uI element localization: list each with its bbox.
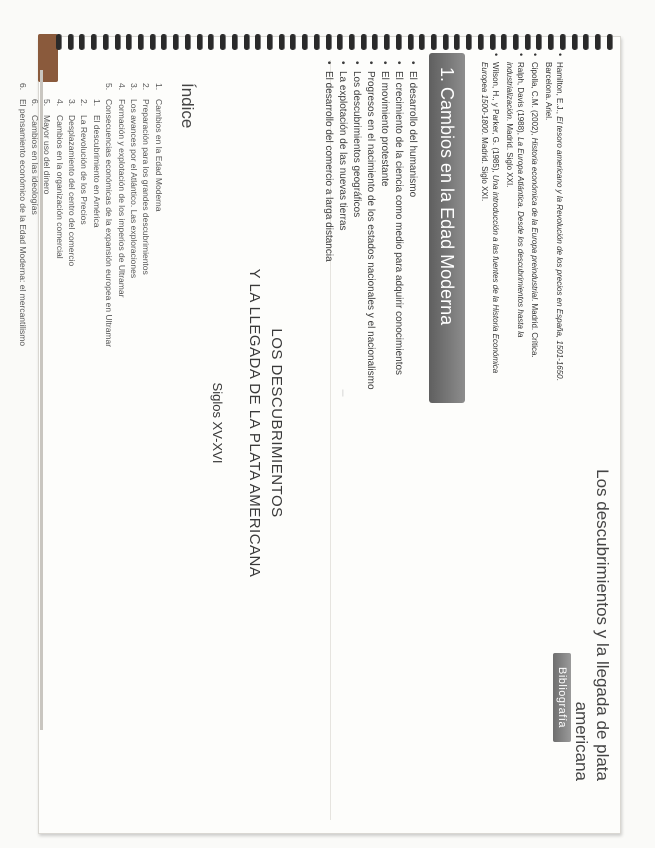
bibliography-entry	[529, 53, 540, 393]
toc-item-text: Desplazamiento del centro del comercio	[67, 115, 78, 267]
toc-item	[41, 83, 53, 347]
toc-item-text: Mayor uso del dinero	[42, 115, 53, 195]
slide-bibliography-section	[323, 43, 615, 803]
bibliography-author: Hamilton, E.J.,	[555, 62, 564, 117]
slide-title-line1: LOS DESCUBRIMIENTOS	[268, 328, 285, 518]
slide-title-line2: Y LA LLEGADA DE LA PLATA AMERICANA	[246, 268, 263, 578]
toc-item	[140, 83, 152, 347]
toc-item	[78, 83, 90, 347]
toc-item-text: Formación y explotación de los imperios de Ultramar	[116, 99, 127, 298]
bibliography-list	[476, 53, 565, 393]
slide-heading	[571, 421, 613, 781]
bibliography-title: La Europa Atlántica. Desde los descubrimientos hasta la industrialización	[505, 62, 525, 338]
section-bullet: • El crecimiento de la ciencia como medio para adquirir conocimientos	[391, 61, 405, 441]
slide-subtitle: Siglos XV-XVI	[210, 382, 225, 464]
toc-item	[153, 83, 165, 347]
toc-item	[103, 83, 115, 347]
toc-item-number: 1.	[153, 83, 164, 91]
toc-item-number: 3.	[67, 99, 78, 107]
slide-heading-line1: Los descubrimientos y la llegada de plata	[593, 469, 612, 781]
bibliography-publisher: . Madrid. Siglo XXI.	[505, 118, 514, 188]
toc-item-text: Preparación para los grandes descubrimientos	[141, 99, 152, 275]
section-bullet: • Progresos en el nacimiento de los estados nacionales y el nacionalismo	[363, 61, 377, 441]
bibliography-entry	[543, 53, 565, 393]
toc-item-text: Cambios en la organización comercial	[54, 115, 65, 259]
toc-item	[29, 83, 41, 347]
section-band: 1. Cambios en la Edad Moderna	[429, 53, 465, 403]
section-bullet: • Los descubrimientos geográficos	[349, 61, 363, 441]
toc-item	[91, 83, 103, 347]
toc-item-text: Cambios en las ideologías	[29, 115, 40, 215]
toc-item-number: 4.	[54, 99, 65, 107]
bibliography-author: Cipolla, C.M. (2002),	[530, 62, 539, 138]
bibliography-author: Wilson, H., y Parker, G. (1985),	[491, 62, 500, 175]
section-bullet: • El movimiento protestante	[377, 61, 391, 441]
toc-item-text: El descubrimiento en América	[91, 115, 102, 228]
bibliography-title: El tesoro americano y la Revolución de los precios en España, 1501-1650	[555, 116, 564, 379]
section-bullet: • La explotación de las nuevas tierras	[335, 61, 349, 441]
toc-item	[66, 83, 78, 347]
section-bullets	[321, 61, 419, 441]
bibliography-title: Una introducción a las fuentes de la Historia Económica Europea 1500-1800	[480, 62, 500, 374]
slide-title-index	[17, 43, 325, 803]
toc-item-number: 5.	[42, 99, 53, 107]
bibliography-publisher: . Madrid. Crítica.	[530, 299, 539, 358]
toc-item-number: 2.	[79, 99, 90, 107]
toc-item	[16, 83, 28, 347]
toc-item-number: 6.	[29, 99, 40, 107]
bibliography-author: Ralph, Davis (1988),	[516, 62, 525, 138]
toc-item-text: El pensamiento económico de la Edad Moderna: el mercantilismo	[17, 99, 28, 347]
bibliography-title: Historia económica de la Europa preindustrial	[530, 137, 539, 300]
table-of-contents	[16, 83, 165, 347]
toc-item-number: 2.	[141, 83, 152, 91]
section-bullet: • El desarrollo del comercio a larga distancia	[321, 61, 335, 441]
toc-item-number: 1.	[91, 99, 102, 107]
toc-item-number: 5.	[104, 83, 115, 91]
bibliography-publisher: . Barcelona. Ariel.	[544, 62, 564, 381]
toc-item-number: 4.	[116, 83, 127, 91]
bibliography-publisher: . Madrid. Siglo XXI.	[480, 132, 489, 202]
spiral-coil	[326, 34, 331, 50]
toc-item	[53, 83, 65, 347]
page-mark: |	[342, 390, 344, 397]
toc-item-text: Consecuencias económicas de la expansión europea en Ultramar	[104, 99, 115, 348]
toc-item-text: Cambios en la Edad Moderna	[153, 99, 164, 212]
toc-item	[128, 83, 140, 347]
bibliography-entry	[479, 53, 501, 393]
toc-item-text: Los avances por el Atlántico. Las exploraciones	[129, 99, 140, 279]
spiral-coil	[337, 34, 342, 50]
section-bullet: • El desarrollo del humanismo	[405, 61, 419, 441]
toc-item-text: La Revolución de los Precios	[79, 115, 90, 225]
bibliography-entry	[504, 53, 526, 393]
index-heading: Índice	[178, 83, 197, 129]
bibliography-badge: Bibliografía	[553, 653, 571, 742]
toc-item-number: 6.	[17, 83, 28, 91]
toc-item	[115, 83, 127, 347]
toc-item-number: 3.	[129, 83, 140, 91]
slide-heading-line2: americana	[572, 701, 591, 781]
